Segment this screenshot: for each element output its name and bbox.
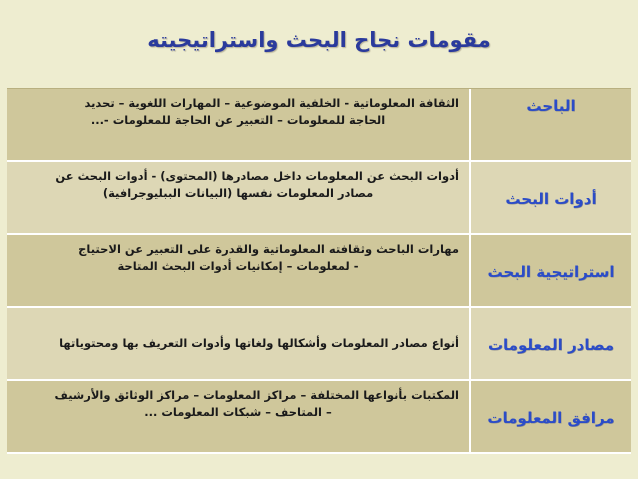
table-row-information-sources — [7, 308, 631, 381]
table-row-search-strategy — [7, 235, 631, 308]
table-row-researcher — [7, 89, 631, 162]
description-line-1: الثقافة المعلوماتية - الخلفية الموضوعية – المهارات اللغوية – تحديد — [84, 96, 459, 110]
row-description-search-tools — [7, 162, 469, 233]
row-header-information-facilities: مرافق المعلومات — [469, 381, 631, 452]
strategy-table — [7, 88, 631, 454]
table-row-search-tools — [7, 162, 631, 235]
description-line-1: المكتبات بأنواعها المختلفة – مراكز المعلومات – مراكز الوثائق والأرشيف — [54, 388, 459, 402]
row-header-researcher: الباحث — [469, 89, 631, 160]
row-description-information-facilities — [7, 381, 469, 452]
description-line-2: مصادر المعلومات نفسها (البيانات الببليوجرافية) — [102, 186, 374, 200]
table-row-information-facilities — [7, 381, 631, 454]
row-description-researcher — [7, 89, 469, 160]
description-line-1: مهارات الباحث وثقافته المعلوماتية والقدرة على التعبير عن الاحتياج — [78, 242, 459, 256]
row-header-information-sources: مصادر المعلومات — [469, 308, 631, 379]
description-line-2: - لمعلومات – إمكانيات أدوات البحث المتاحة — [117, 259, 359, 273]
row-description-information-sources — [7, 308, 469, 379]
row-header-search-tools: أدوات البحث — [469, 162, 631, 233]
description-line-2: – المتاحف – شبكات المعلومات ... — [144, 405, 332, 419]
description-line-1: أنواع مصادر المعلومات وأشكالها ولغاتها وأدوات التعريف بها ومحتوياتها — [59, 336, 459, 350]
row-description-search-strategy — [7, 235, 469, 306]
slide-title: مقومات نجاح البحث واستراتيجيته — [147, 28, 491, 52]
description-line-2: الحاجة للمعلومات – التعبير عن الحاجة للمعلومات -... — [90, 113, 386, 127]
description-line-1: أدوات البحث عن المعلومات داخل مصادرها (المحتوى) - أدوات البحث عن — [55, 169, 459, 183]
row-header-search-strategy: استراتيجية البحث — [469, 235, 631, 306]
